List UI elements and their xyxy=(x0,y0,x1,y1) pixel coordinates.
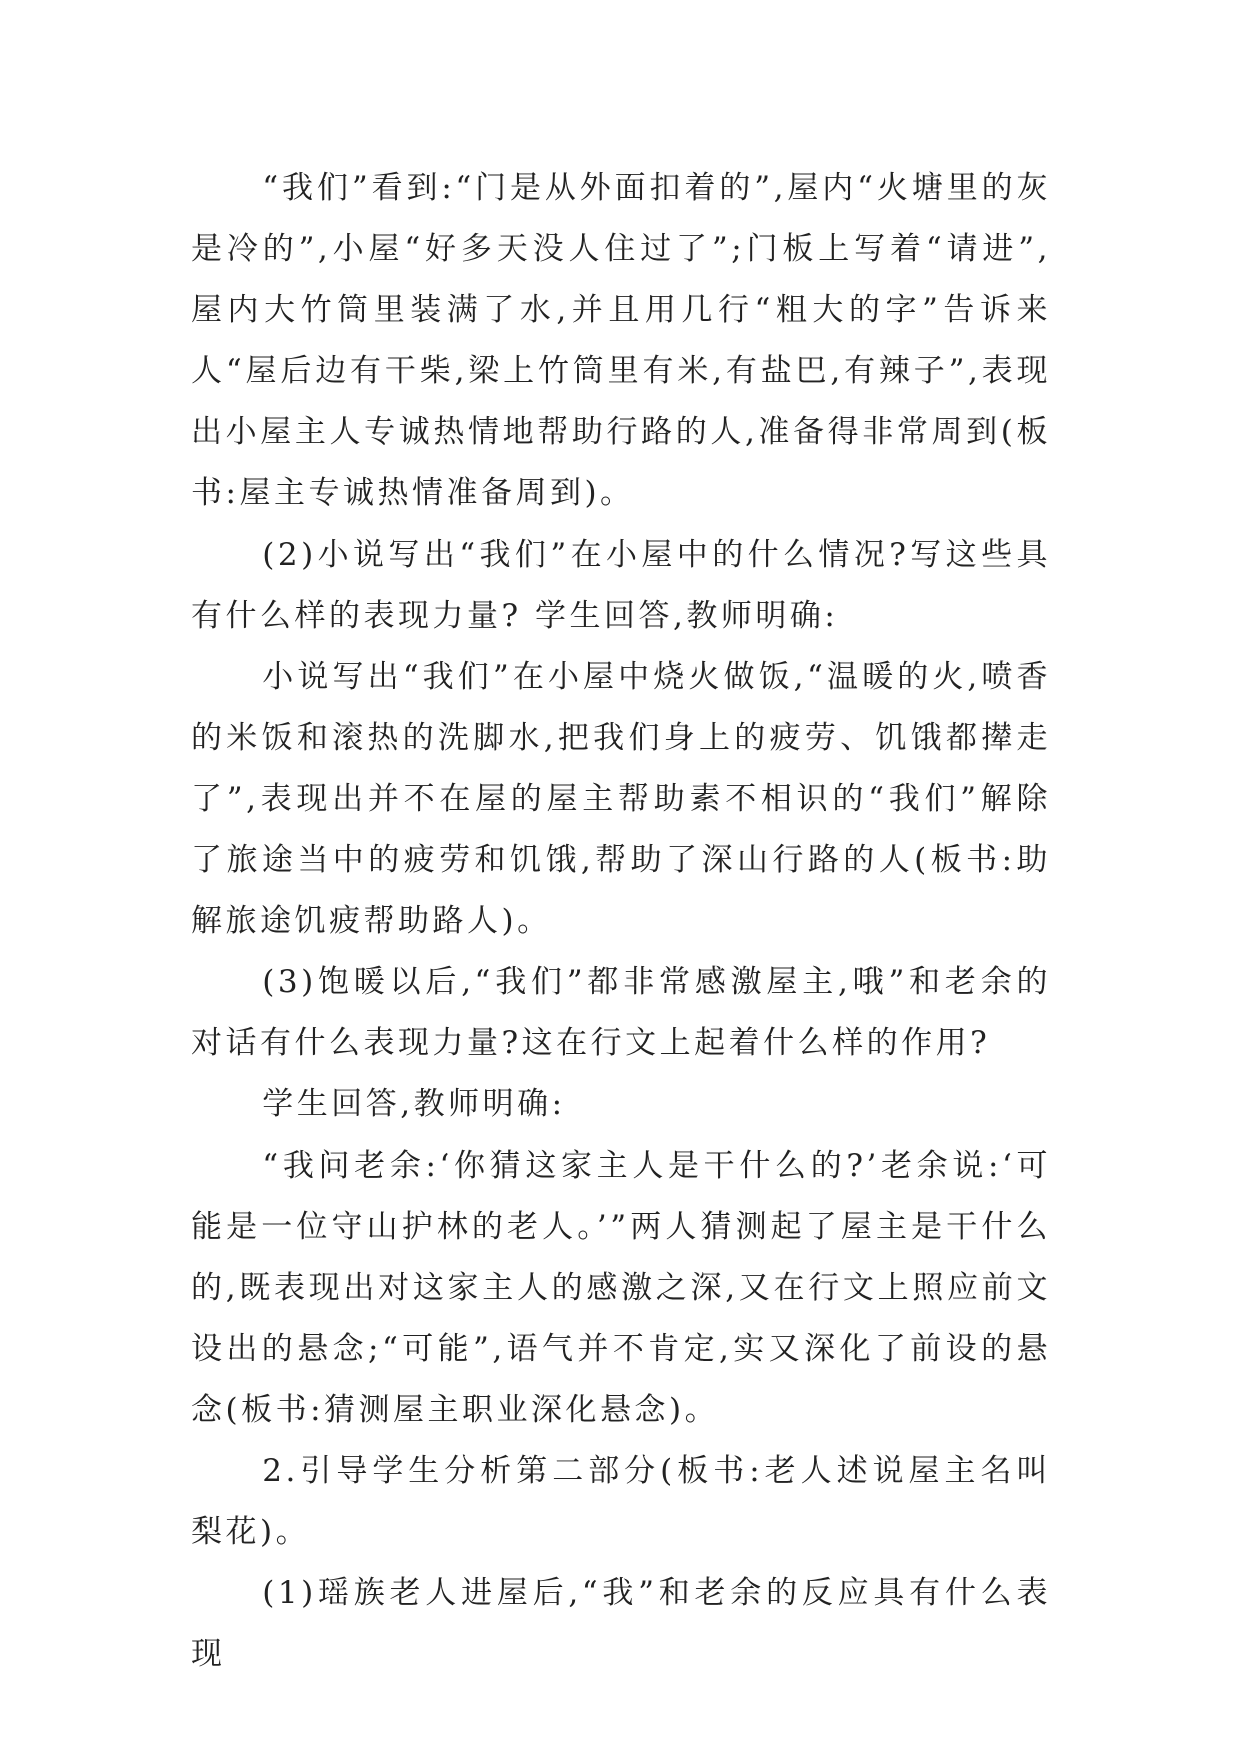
paragraph-student-answer: 学生回答,教师明确: xyxy=(262,1086,566,1123)
paragraph-house-description: “我们”看到:“门是从外面扣着的”,屋内“火塘里的灰是冷的”,小屋“好多天没人住过了”;门板上写着“请进”,屋内大竹筒里装满了水,并且用几行“粗大的字”告诉来人“屋后边有干柴,梁上竹筒里有米,有盐巴,有辣子”,表现出小屋主人专诚热情地帮助行路的人,准备得非常周到(板书:屋主专诚热情准备周到)。 xyxy=(191,170,1051,512)
paragraph-answer-2: 小说写出“我们”在小屋中烧火做饭,“温暖的火,喷香的米饭和滚热的洗脚水,把我们身上的疲劳、饥饿都撵走了”,表现出并不在屋的屋主帮助素不相识的“我们”解除了旅途当中的疲劳和饥饿,帮助了深山行路的人(板书:助解旅途饥疲帮助路人)。 xyxy=(191,658,1051,940)
paragraph-question-2: (2)小说写出“我们”在小屋中的什么情况?写这些具有什么样的表现力量? 学生回答,教师明确: xyxy=(191,536,1051,634)
paragraph-part-two: 2.引导学生分析第二部分(板书:老人述说屋主名叫梨花)。 xyxy=(191,1452,1051,1551)
document-body xyxy=(191,158,1051,1685)
paragraph-answer-3: “我问老余:‘你猜这家主人是干什么的?’老余说:‘可能是一位守山护林的老人。’”两人猜测起了屋主是干什么的,既表现出对这家主人的感激之深,又在行文上照应前文设出的悬念;“可能”,语气并不肯定,实又深化了前设的悬念(板书:猜测屋主职业深化悬念)。 xyxy=(191,1147,1051,1428)
paragraph-question-3: (3)饱暖以后,“我们”都非常感激屋主,哦”和老余的对话有什么表现力量?这在行文上起着什么样的作用? xyxy=(191,964,1051,1062)
paragraph-question-part-two-1: (1)瑶族老人进屋后,“我”和老余的反应具有什么表现 xyxy=(191,1575,1051,1673)
